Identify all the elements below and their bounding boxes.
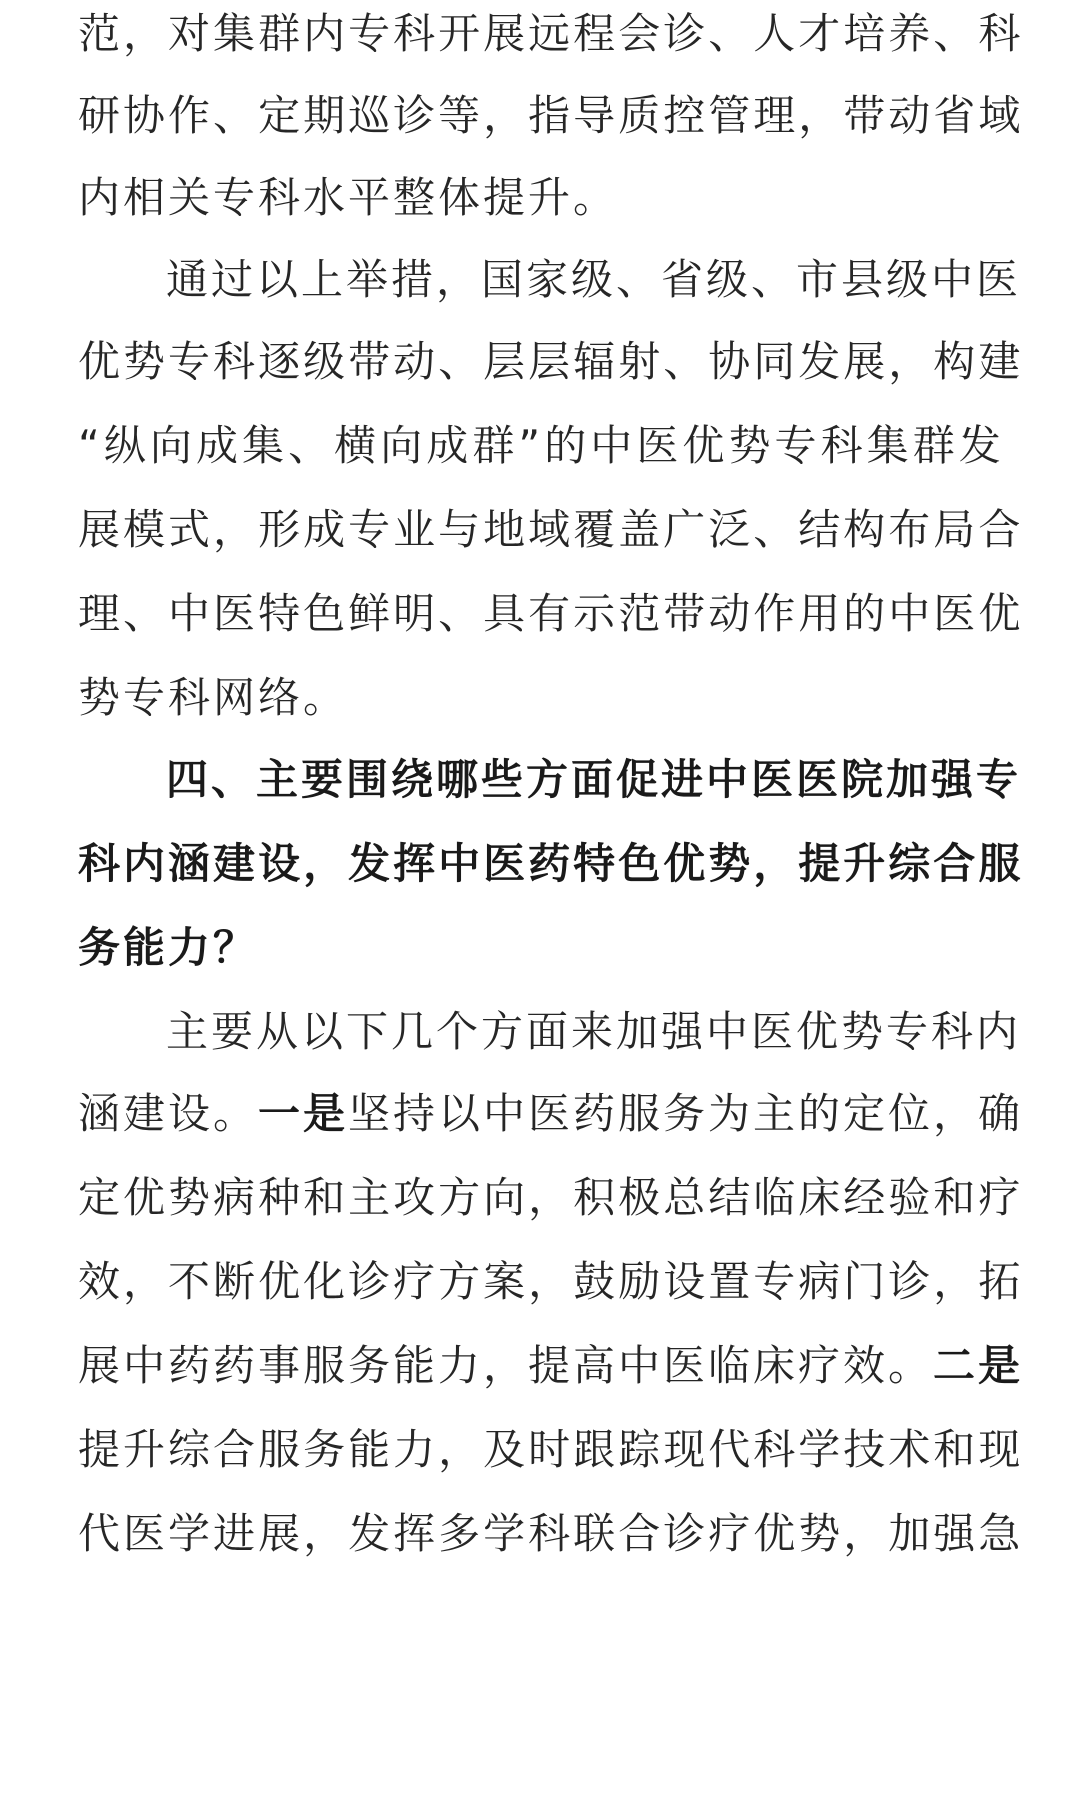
glyph: 巡 xyxy=(348,91,394,140)
glyph: 断 xyxy=(213,1257,259,1306)
glyph: ， xyxy=(888,337,934,386)
glyph: 优 xyxy=(753,1509,799,1558)
glyph: 医 xyxy=(636,421,682,470)
glyph: 科 xyxy=(213,337,259,386)
glyph: 域 xyxy=(528,505,574,554)
glyph: 同 xyxy=(753,337,799,386)
glyph: 服 xyxy=(258,1425,304,1474)
glyph: ， xyxy=(123,9,169,58)
glyph: 集 xyxy=(213,9,259,58)
glyph: 诊 xyxy=(348,1257,394,1306)
glyph: 动 xyxy=(393,337,439,386)
glyph: 合 xyxy=(618,1509,664,1558)
glyph: 带 xyxy=(663,589,709,638)
glyph: 层 xyxy=(528,337,574,386)
glyph: 协 xyxy=(123,91,169,140)
glyph: 群 xyxy=(258,9,304,58)
glyph: 及 xyxy=(483,1425,529,1474)
glyph: 合 xyxy=(213,1425,259,1474)
glyph: 不 xyxy=(168,1257,214,1306)
glyph: 置 xyxy=(708,1257,754,1306)
glyph: 、 xyxy=(753,505,799,554)
glyph: 成 xyxy=(195,421,241,470)
glyph: 势 xyxy=(123,337,169,386)
line-text: 主要从以下几个方面来加强中医优势专科内 xyxy=(166,1007,1022,1056)
glyph: 诊 xyxy=(663,9,709,58)
glyph: 疗 xyxy=(708,1509,754,1558)
line-text: 展中药药事服务能力，提高中医临床疗效。 xyxy=(78,1341,934,1390)
glyph: 鲜 xyxy=(348,589,394,638)
glyph: ， xyxy=(303,1509,349,1558)
glyph: 、 xyxy=(663,337,709,386)
section-heading-line xyxy=(78,816,1024,912)
paragraph-line xyxy=(78,398,1004,494)
glyph: 覆 xyxy=(573,505,619,554)
glyph: 层 xyxy=(483,337,529,386)
glyph: 内 xyxy=(123,839,169,888)
glyph: 经 xyxy=(843,1173,889,1222)
paragraph-line xyxy=(78,1486,1024,1582)
glyph: 现 xyxy=(978,1425,1024,1474)
glyph: 医 xyxy=(933,589,979,638)
glyph: 具 xyxy=(483,589,529,638)
glyph: 形 xyxy=(258,505,304,554)
glyph: 提 xyxy=(798,839,844,888)
glyph: 有 xyxy=(528,589,574,638)
glyph: 挥 xyxy=(393,1509,439,1558)
glyph: 学 xyxy=(798,1425,844,1474)
glyph: 现 xyxy=(663,1425,709,1474)
glyph: 程 xyxy=(573,9,619,58)
glyph: 种 xyxy=(258,1173,304,1222)
glyph: 综 xyxy=(888,839,934,888)
glyph: 加 xyxy=(888,1509,934,1558)
glyph: 升 xyxy=(123,1425,169,1474)
glyph: 科 xyxy=(78,839,124,888)
glyph: 主 xyxy=(348,1173,394,1222)
glyph: 展 xyxy=(843,337,889,386)
glyph: 群 xyxy=(472,421,518,470)
section-heading-line xyxy=(166,732,1022,828)
glyph: 势 xyxy=(798,1509,844,1558)
glyph: 成 xyxy=(426,421,472,470)
paragraph-line xyxy=(78,482,1024,578)
paragraph-line xyxy=(78,566,1024,662)
glyph: 医 xyxy=(483,839,529,888)
glyph: 式 xyxy=(168,505,214,554)
line-text: 势专科网络。 xyxy=(78,673,349,722)
heading-text: 务能力？ xyxy=(78,923,259,972)
glyph: ， xyxy=(528,1257,574,1306)
glyph: 质 xyxy=(618,91,664,140)
glyph: 范 xyxy=(78,9,124,58)
glyph: 对 xyxy=(168,9,214,58)
glyph: 科 xyxy=(393,9,439,58)
glyph: 集 xyxy=(866,421,912,470)
emphasis-text: 二是 xyxy=(933,1341,1024,1390)
glyph: 技 xyxy=(843,1425,889,1474)
glyph: 省 xyxy=(933,91,979,140)
glyph: 理 xyxy=(78,589,124,638)
emphasis-text: 一是 xyxy=(258,1089,349,1138)
glyph: 和 xyxy=(303,1173,349,1222)
glyph: 诊 xyxy=(393,91,439,140)
glyph: 构 xyxy=(843,505,889,554)
glyph: 色 xyxy=(303,589,349,638)
glyph: 门 xyxy=(843,1257,889,1306)
glyph: 专 xyxy=(348,9,394,58)
glyph: 科 xyxy=(528,1509,574,1558)
glyph: 科 xyxy=(753,1425,799,1474)
glyph: 优 xyxy=(123,1173,169,1222)
glyph: 临 xyxy=(753,1173,799,1222)
glyph: 挥 xyxy=(393,839,439,888)
glyph: 总 xyxy=(663,1173,709,1222)
glyph: 医 xyxy=(123,1509,169,1558)
glyph: 科 xyxy=(978,9,1024,58)
paragraph-line xyxy=(78,314,1024,410)
section-heading-line xyxy=(78,900,258,996)
glyph: 优 xyxy=(682,421,728,470)
paragraph-line xyxy=(78,1402,1024,1498)
glyph: 期 xyxy=(303,91,349,140)
line-text: 坚持以中医药服务为主的定位，确 xyxy=(348,1089,1024,1138)
glyph: 验 xyxy=(888,1173,934,1222)
glyph: 控 xyxy=(663,91,709,140)
glyph: 进 xyxy=(213,1509,259,1558)
glyph: 积 xyxy=(573,1173,619,1222)
glyph: 特 xyxy=(573,839,619,888)
glyph: 群 xyxy=(912,421,958,470)
glyph: 强 xyxy=(933,1509,979,1558)
glyph: 色 xyxy=(618,839,664,888)
glyph: 病 xyxy=(798,1257,844,1306)
glyph: 建 xyxy=(213,839,259,888)
glyph: 动 xyxy=(888,91,934,140)
glyph: ， xyxy=(528,1173,574,1222)
glyph: 、 xyxy=(708,9,754,58)
line-text: 涵建设。 xyxy=(78,1089,259,1138)
glyph: 、 xyxy=(123,589,169,638)
glyph: 泛 xyxy=(708,505,754,554)
glyph: 综 xyxy=(168,1425,214,1474)
glyph: 培 xyxy=(843,9,889,58)
glyph: ， xyxy=(933,1257,979,1306)
glyph: ， xyxy=(483,91,529,140)
glyph: 床 xyxy=(798,1173,844,1222)
glyph: 踪 xyxy=(618,1425,664,1474)
glyph: 优 xyxy=(663,839,709,888)
heading-text: 四、主要围绕哪些方面促进中医医院加强专 xyxy=(166,755,1022,804)
glyph: 展 xyxy=(258,1509,304,1558)
glyph: 纵 xyxy=(103,421,149,470)
glyph: 案 xyxy=(483,1257,529,1306)
glyph: ， xyxy=(123,1257,169,1306)
glyph: 急 xyxy=(978,1509,1024,1558)
glyph: 结 xyxy=(708,1173,754,1222)
glyph: 诊 xyxy=(888,1257,934,1306)
glyph: 优 xyxy=(978,589,1024,638)
glyph: 方 xyxy=(438,1173,484,1222)
glyph: 建 xyxy=(978,337,1024,386)
glyph: 跟 xyxy=(573,1425,619,1474)
glyph: 升 xyxy=(843,839,889,888)
glyph: 展 xyxy=(483,9,529,58)
glyph: 势 xyxy=(728,421,774,470)
glyph: 能 xyxy=(348,1425,394,1474)
glyph: 代 xyxy=(708,1425,754,1474)
glyph: 研 xyxy=(78,91,124,140)
glyph: 管 xyxy=(708,91,754,140)
glyph: 范 xyxy=(618,589,664,638)
glyph: 优 xyxy=(258,1257,304,1306)
glyph: 代 xyxy=(78,1509,124,1558)
glyph: 设 xyxy=(663,1257,709,1306)
glyph: 疗 xyxy=(978,1173,1024,1222)
glyph: 中 xyxy=(590,421,636,470)
glyph: 内 xyxy=(303,9,349,58)
glyph: 才 xyxy=(798,9,844,58)
glyph: 效 xyxy=(78,1257,124,1306)
glyph: 广 xyxy=(663,505,709,554)
glyph: 地 xyxy=(483,505,529,554)
glyph: 疗 xyxy=(393,1257,439,1306)
glyph: 与 xyxy=(438,505,484,554)
glyph: ， xyxy=(753,839,799,888)
glyph: 专 xyxy=(753,1257,799,1306)
glyph: 涵 xyxy=(168,839,214,888)
glyph: 学 xyxy=(168,1509,214,1558)
glyph: 定 xyxy=(78,1173,124,1222)
glyph: 模 xyxy=(123,505,169,554)
glyph: 向 xyxy=(380,421,426,470)
glyph: 特 xyxy=(258,589,304,638)
glyph: 会 xyxy=(618,9,664,58)
glyph: 化 xyxy=(303,1257,349,1306)
glyph: 势 xyxy=(708,839,754,888)
glyph: 构 xyxy=(933,337,979,386)
glyph: 射 xyxy=(618,337,664,386)
glyph: 指 xyxy=(528,91,574,140)
glyph: 带 xyxy=(348,337,394,386)
glyph: 定 xyxy=(258,91,304,140)
glyph: 合 xyxy=(978,505,1024,554)
glyph: 提 xyxy=(78,1425,124,1474)
glyph: 远 xyxy=(528,9,574,58)
glyph: 专 xyxy=(774,421,820,470)
glyph: 局 xyxy=(933,505,979,554)
glyph: 等 xyxy=(438,91,484,140)
glyph: ” xyxy=(518,421,544,470)
glyph: ， xyxy=(438,1425,484,1474)
glyph: 势 xyxy=(168,1173,214,1222)
glyph: 励 xyxy=(618,1257,664,1306)
glyph: 务 xyxy=(303,1425,349,1474)
glyph: 向 xyxy=(483,1173,529,1222)
glyph: 逐 xyxy=(258,337,304,386)
glyph: 药 xyxy=(528,839,574,888)
glyph: 拓 xyxy=(978,1257,1024,1306)
glyph: 养 xyxy=(888,9,934,58)
glyph: 布 xyxy=(888,505,934,554)
glyph: 理 xyxy=(753,91,799,140)
glyph: 、 xyxy=(288,421,334,470)
glyph: 联 xyxy=(573,1509,619,1558)
glyph: 病 xyxy=(213,1173,259,1222)
glyph: 优 xyxy=(78,337,124,386)
glyph: 中 xyxy=(888,589,934,638)
glyph: 医 xyxy=(213,589,259,638)
glyph: 人 xyxy=(753,9,799,58)
glyph: 级 xyxy=(303,337,349,386)
glyph: 展 xyxy=(78,505,124,554)
glyph: 专 xyxy=(348,505,394,554)
glyph: ， xyxy=(213,505,259,554)
glyph: 服 xyxy=(978,839,1024,888)
glyph: 学 xyxy=(483,1509,529,1558)
glyph: 术 xyxy=(888,1425,934,1474)
glyph: 辐 xyxy=(573,337,619,386)
glyph: 和 xyxy=(933,1173,979,1222)
glyph: 横 xyxy=(334,421,380,470)
glyph: ， xyxy=(798,91,844,140)
glyph: 业 xyxy=(393,505,439,554)
glyph: 的 xyxy=(843,589,889,638)
glyph: 盖 xyxy=(618,505,664,554)
glyph: 和 xyxy=(933,1425,979,1474)
glyph: ， xyxy=(303,839,349,888)
glyph: 时 xyxy=(528,1425,574,1474)
glyph: 发 xyxy=(798,337,844,386)
glyph: 示 xyxy=(573,589,619,638)
glyph: 方 xyxy=(438,1257,484,1306)
glyph: 成 xyxy=(303,505,349,554)
glyph: 科 xyxy=(820,421,866,470)
glyph: 中 xyxy=(438,839,484,888)
glyph: 鼓 xyxy=(573,1257,619,1306)
glyph: 向 xyxy=(149,421,195,470)
paragraph-line xyxy=(78,1150,1024,1246)
glyph: 用 xyxy=(798,589,844,638)
glyph: 作 xyxy=(168,91,214,140)
glyph: 导 xyxy=(573,91,619,140)
glyph: 极 xyxy=(618,1173,664,1222)
glyph: 协 xyxy=(708,337,754,386)
glyph: 开 xyxy=(438,9,484,58)
glyph: “ xyxy=(78,421,103,470)
glyph: 诊 xyxy=(663,1509,709,1558)
glyph: 攻 xyxy=(393,1173,439,1222)
glyph: 中 xyxy=(168,589,214,638)
glyph: 发 xyxy=(348,1509,394,1558)
glyph: 、 xyxy=(213,91,259,140)
glyph: 的 xyxy=(544,421,590,470)
paragraph-line xyxy=(78,1066,1023,1162)
glyph: 集 xyxy=(242,421,288,470)
glyph: 、 xyxy=(438,589,484,638)
glyph: 合 xyxy=(933,839,979,888)
glyph: 动 xyxy=(708,589,754,638)
line-text: 通过以上举措，国家级、省级、市县级中医 xyxy=(166,255,1022,304)
paragraph-line xyxy=(78,1234,1024,1330)
glyph: 作 xyxy=(753,589,799,638)
glyph: 带 xyxy=(843,91,889,140)
glyph: ， xyxy=(843,1509,889,1558)
glyph: 发 xyxy=(348,839,394,888)
glyph: 域 xyxy=(978,91,1024,140)
glyph: 专 xyxy=(168,337,214,386)
glyph: 结 xyxy=(798,505,844,554)
glyph: 、 xyxy=(933,9,979,58)
glyph: 、 xyxy=(438,337,484,386)
glyph: 发 xyxy=(958,421,1004,470)
glyph: 力 xyxy=(393,1425,439,1474)
glyph: 设 xyxy=(258,839,304,888)
paragraph-line xyxy=(78,1318,1023,1414)
line-text: 内相关专科水平整体提升。 xyxy=(78,173,619,222)
glyph: 明 xyxy=(393,589,439,638)
glyph: 多 xyxy=(438,1509,484,1558)
